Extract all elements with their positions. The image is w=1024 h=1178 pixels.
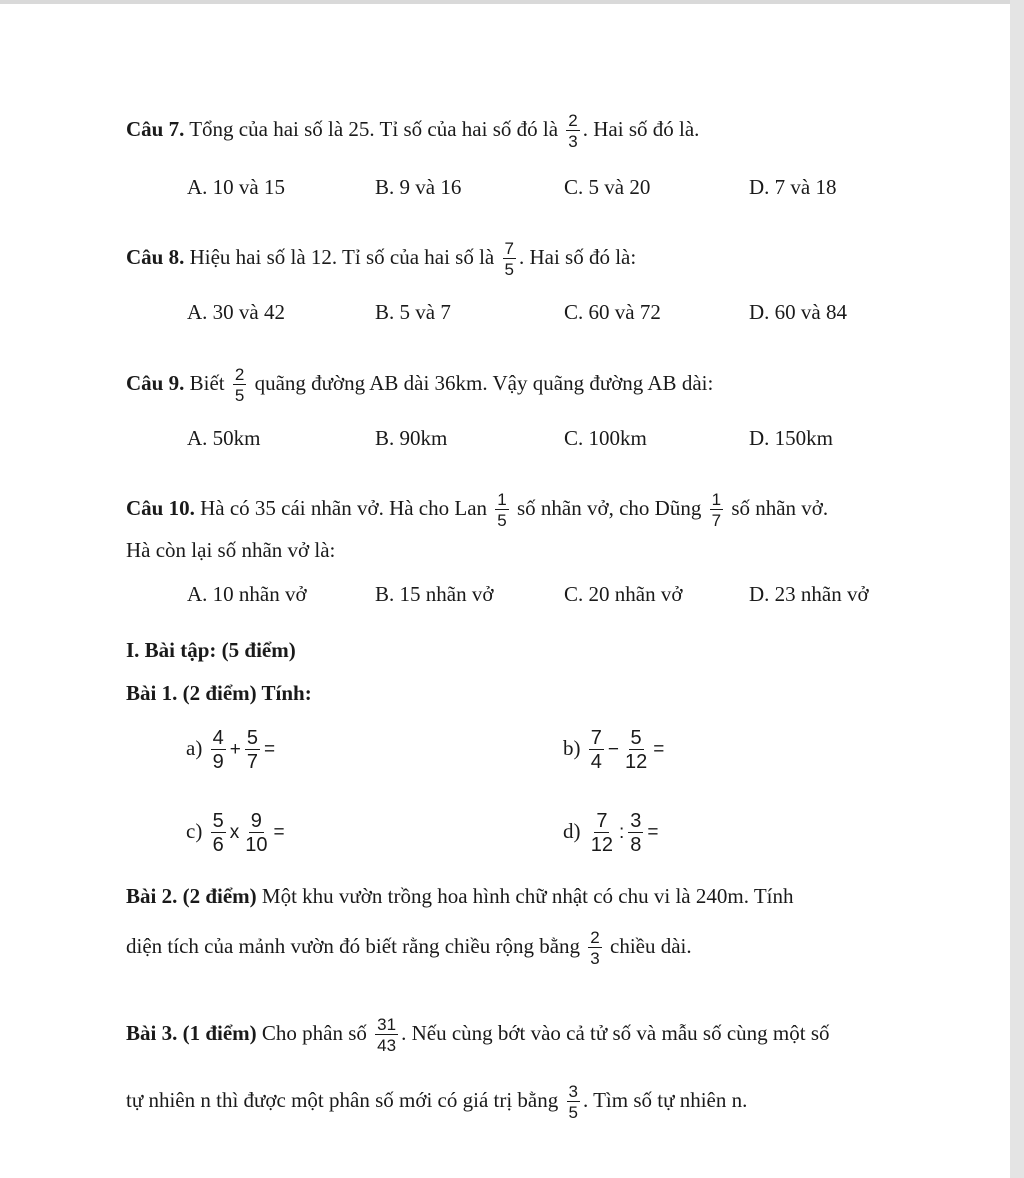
exercise-1-a [186, 728, 276, 772]
question-text: Hà có 35 cái nhãn vở. Hà cho Lan [200, 495, 488, 520]
fraction: $\frac{5}{12}$ [624, 727, 648, 773]
option-a: A. 30 và 42 [187, 300, 285, 324]
exercise-3-line-2 [126, 1083, 747, 1121]
question-10 [126, 491, 828, 529]
question-text: số nhãn vở, cho Dũng [517, 495, 702, 520]
operator: x [229, 822, 240, 843]
exercise-3 [126, 1016, 830, 1054]
fraction: $\frac{5}{6}$ [212, 810, 224, 856]
option-d: D. 23 nhãn vở [749, 582, 869, 606]
fraction: $\frac{2}{3}$ [568, 111, 578, 151]
exercise-text: diện tích của mảnh vườn đó biết rằng chiều rộng bằng [126, 933, 581, 958]
operator: : [619, 822, 625, 843]
exercise-1-b [563, 728, 665, 772]
question-label: Câu 8. [126, 244, 185, 269]
exercise-text: . Tìm số tự nhiên n. [582, 1087, 748, 1112]
option-b: B. 15 nhãn vở [375, 582, 494, 606]
option-a: A. 10 nhãn vở [187, 582, 307, 606]
exercise-1-d [563, 811, 660, 855]
fraction: $\frac{1}{7}$ [711, 490, 722, 530]
question-7 [126, 112, 699, 150]
exercise-text: Cho phân số [261, 1020, 367, 1045]
exercise-1-title: Bài 1. (2 điểm) Tính: [126, 681, 312, 705]
question-text: Biết [189, 370, 225, 395]
exercise-2 [126, 882, 794, 910]
question-text: số nhãn vở. [731, 495, 829, 520]
question-text: quãng đường AB dài 36km. Vậy quãng đường AB dài: [254, 370, 714, 395]
item-label: c) [186, 818, 203, 843]
option-a: A. 10 và 15 [187, 175, 285, 199]
equals: = [653, 739, 665, 760]
option-d: D. 60 và 84 [749, 300, 847, 324]
exercise-label: Bài 3. (1 điểm) [126, 1020, 257, 1045]
item-label: b) [563, 735, 581, 760]
option-b: B. 5 và 7 [375, 300, 451, 324]
exercise-text: Một khu vườn trồng hoa hình chữ nhật có chu vi là 240m. Tính [261, 884, 794, 908]
question-label: Câu 7. [126, 116, 185, 141]
option-c: C. 60 và 72 [564, 300, 661, 324]
section-heading: I. Bài tập: (5 điểm) [126, 638, 296, 662]
fraction: $\frac{9}{10}$ [245, 810, 268, 856]
exercise-text: chiều dài. [610, 933, 692, 958]
option-a: A. 50km [187, 426, 261, 450]
option-d: D. 7 và 18 [749, 175, 837, 199]
option-b: B. 9 và 16 [375, 175, 462, 199]
question-text: . Hai số đó là: [518, 244, 637, 269]
option-d: D. 150km [749, 426, 833, 450]
fraction: $\frac{1}{5}$ [497, 490, 507, 530]
question-text: Hiệu hai số là 12. Tỉ số của hai số là [189, 244, 495, 269]
exercise-1-c [186, 811, 286, 855]
top-border [0, 0, 1024, 4]
question-10-line-2: Hà còn lại số nhãn vở là: [126, 538, 336, 562]
right-scroll-edge [1010, 0, 1024, 1178]
fraction: $\frac{3}{8}$ [630, 810, 642, 856]
option-c: C. 20 nhãn vở [564, 582, 683, 606]
question-8 [126, 240, 636, 278]
fraction: $\frac{7}{4}$ [590, 727, 602, 773]
question-text: Tổng của hai số là 25. Tỉ số của hai số đó là [189, 116, 559, 141]
fraction: $\frac{7}{12}$ [590, 810, 613, 856]
fraction: $\frac{3}{5}$ [568, 1082, 578, 1122]
fraction: $\frac{31}{43}$ [377, 1015, 397, 1055]
fraction: $\frac{4}{9}$ [212, 727, 224, 773]
question-label: Câu 10. [126, 495, 195, 520]
exercise-text: . Nếu cùng bớt vào cả tử số và mẫu số cùng một số [401, 1020, 830, 1045]
equals: = [273, 822, 285, 843]
question-9 [126, 366, 713, 404]
fraction: $\frac{2}{5}$ [234, 365, 245, 405]
operator: − [607, 739, 619, 760]
item-label: a) [186, 735, 203, 760]
exercise-label: Bài 2. (2 điểm) [126, 884, 257, 908]
exercise-text: tự nhiên n thì được một phân số mới có giá trị bằng [126, 1087, 559, 1112]
question-label: Câu 9. [126, 370, 185, 395]
question-text: . Hai số đó là. [582, 116, 700, 141]
fraction: $\frac{2}{3}$ [590, 928, 600, 968]
item-label: d) [563, 818, 581, 843]
equals: = [647, 822, 659, 843]
equals: = [263, 739, 276, 760]
fraction: $\frac{7}{5}$ [504, 239, 514, 279]
fraction: $\frac{5}{7}$ [246, 727, 258, 773]
option-c: C. 5 và 20 [564, 175, 651, 199]
operator: + [229, 739, 241, 760]
option-c: C. 100km [564, 426, 647, 450]
option-b: B. 90km [375, 426, 448, 450]
exercise-2-line-2 [126, 929, 692, 967]
